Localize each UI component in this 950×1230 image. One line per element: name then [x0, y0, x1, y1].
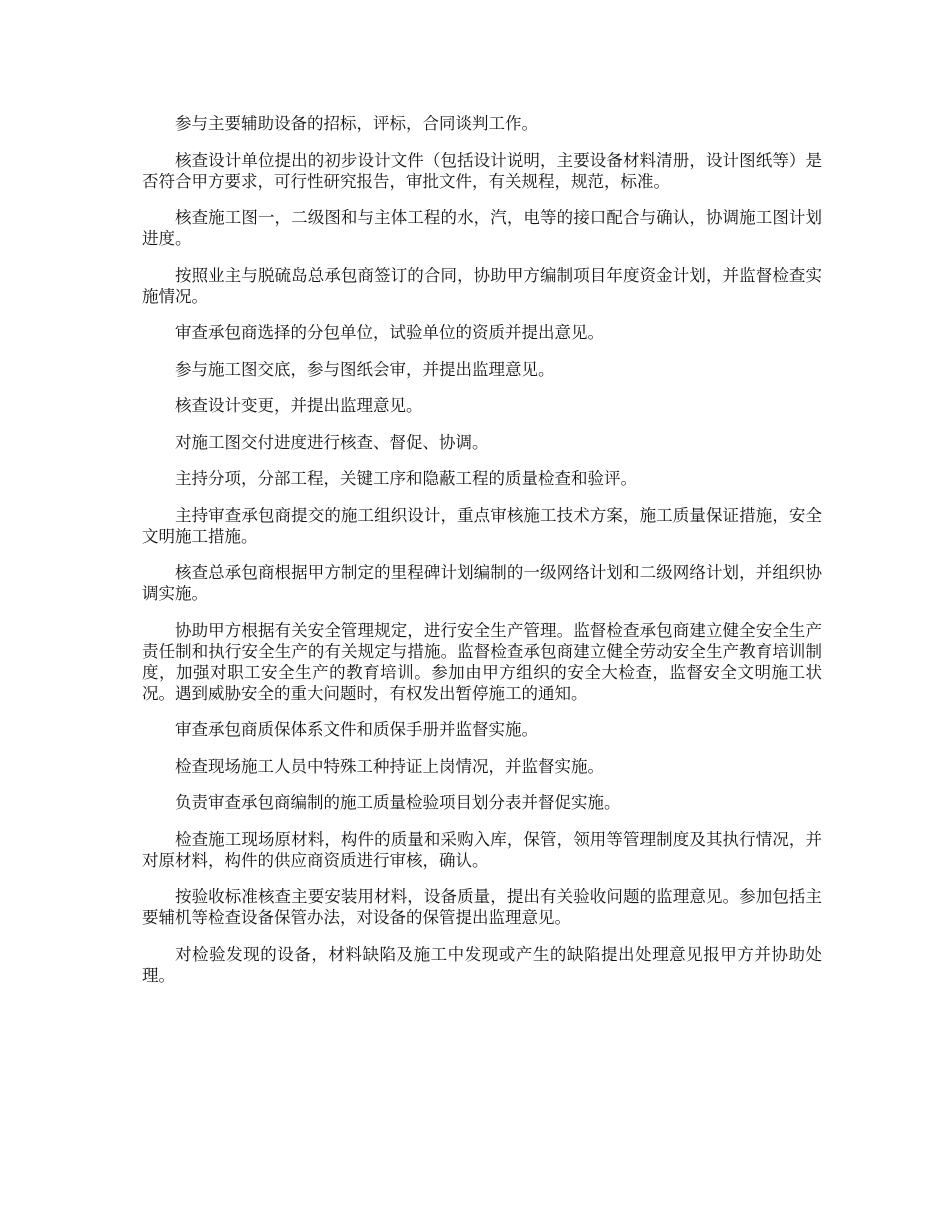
paragraph: 参与主要辅助设备的招标，评标，合同谈判工作。 — [175, 114, 538, 133]
paragraph: 主持分项，分部工程，关键工序和隐蔽工程的质量检查和验评。 — [175, 469, 637, 488]
document-body — [142, 113, 822, 1001]
paragraph: 对施工图交付进度进行核查、督促、协调。 — [175, 432, 489, 452]
paragraph: 检查施工现场原材料，构件的质量和采购入库，保管，领用等管理制度及其执行情况，并对原材料，构件的供应商资质进行审核，确认。 — [142, 829, 822, 870]
paragraph: 负责审查承包商编制的施工质量检验项目划分表并督促实施。 — [175, 793, 621, 812]
paragraph: 按验收标准核查主要安装用材料，设备质量，提出有关验收问题的监理意见。参加包括主要辅机等检查设备保管办法，对设备的保管提出监理意见。 — [142, 887, 822, 927]
paragraph: 按照业主与脱硫岛总承包商签订的合同，协助甲方编制项目年度资金计划，并监督检查实施情况。 — [142, 265, 822, 306]
paragraph: 核查设计单位提出的初步设计文件（包括设计说明，主要设备材料清册，设计图纸等）是否符合甲方要求，可行性研究报告，审批文件，有关规程，规范，标准。 — [142, 150, 822, 191]
paragraph: 审查承包商质保体系文件和质保手册并监督实施。 — [175, 720, 538, 739]
paragraph: 协助甲方根据有关安全管理规定，进行安全生产管理。监督检查承包商建立健全安全生产责任制和执行安全生产的有关规定与措施。监督检查承包商建立健全劳动安全生产教育培训制度，加强对职工安全生产的教育培训。参加由甲方组织的安全大检查，监督安全文明施工状况。遇到威胁安全的重大问题时，有权发出暂停施工的通知。 — [142, 620, 822, 703]
paragraph: 检查现场施工人员中特殊工种持证上岗情况，并监督实施。 — [175, 756, 604, 776]
paragraph: 核查设计变更，并提出监理意见。 — [175, 396, 423, 415]
paragraph: 核查总承包商根据甲方制定的里程碑计划编制的一级网络计划和二级网络计划，并组织协调实施。 — [142, 563, 822, 603]
paragraph: 对检验发现的设备，材料缺陷及施工中发现或产生的缺陷提出处理意见报甲方并协助处理。 — [142, 944, 822, 985]
paragraph: 参与施工图交底，参与图纸会审，并提出监理意见。 — [175, 359, 555, 379]
paragraph: 主持审查承包商提交的施工组织设计，重点审核施工技术方案，施工质量保证措施，安全文明施工措施。 — [142, 505, 822, 546]
paragraph: 审查承包商选择的分包单位，试验单位的资质并提出意见。 — [175, 323, 604, 342]
paragraph: 核查施工图一，二级图和与主体工程的水，汽，电等的接口配合与确认，协调施工图计划进度。 — [142, 208, 822, 248]
